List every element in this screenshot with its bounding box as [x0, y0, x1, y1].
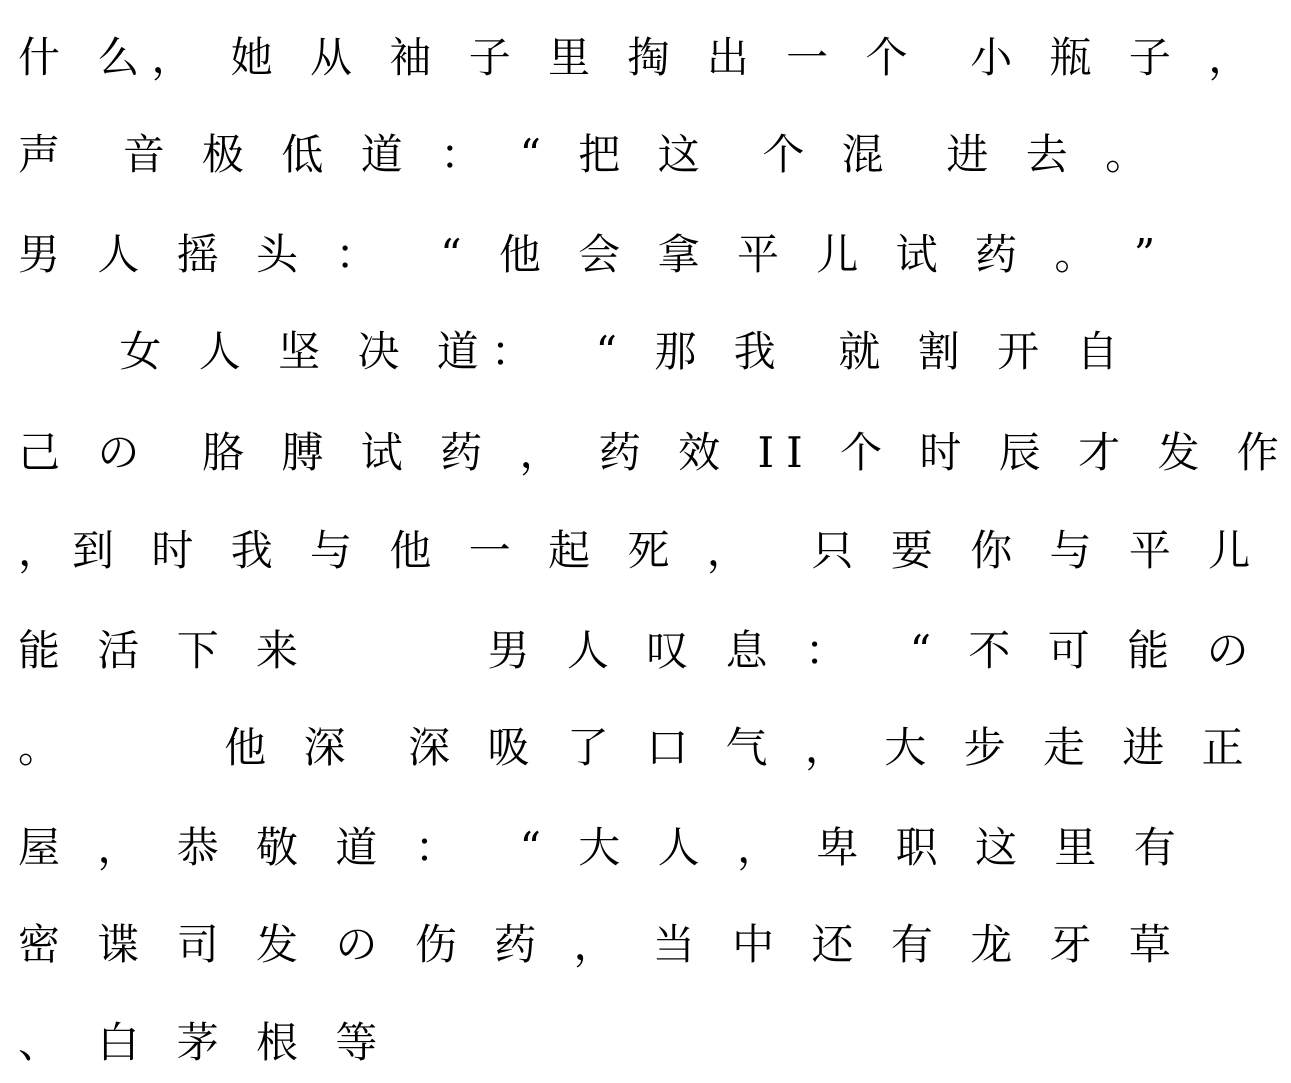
text-line: 男 人 摇 头 ： “ 他 会 拿 平 儿 试 药 。 ” — [18, 230, 1168, 279]
text-line: 女 人 坚 决 道： “ 那 我 就 割 开 自 — [18, 327, 1131, 376]
text-line: 。 他 深 深 吸 了 口 气 ， 大 步 走 进 正 — [18, 723, 1256, 772]
text-line: ，到 时 我 与 他 一 起 死 ， 只 要 你 与 平 儿 — [18, 526, 1263, 575]
text-line: 能 活 下 来 男 人 叹 息 ： “ 不 可 能 の — [18, 626, 1261, 675]
text-line: 己 の 胳 膊 试 药 ， 药 效 II 个 时 辰 才 发 作 — [18, 428, 1291, 477]
text-line: 什 么， 她 从 袖 子 里 掏 出 一 个 小 瓶 子 ， — [18, 33, 1263, 82]
text-line: 密 谍 司 发 の 伤 药 ， 当 中 还 有 龙 牙 草 — [18, 920, 1183, 969]
text-line: 声 音 极 低 道 ： “ 把 这 个 混 进 去 。 — [18, 130, 1160, 179]
text-line: 、 白 茅 根 等 — [18, 1018, 390, 1067]
text-line: 屋 ， 恭 敬 道 ： “ 大 人 ， 卑 职 这 里 有 — [18, 823, 1188, 872]
